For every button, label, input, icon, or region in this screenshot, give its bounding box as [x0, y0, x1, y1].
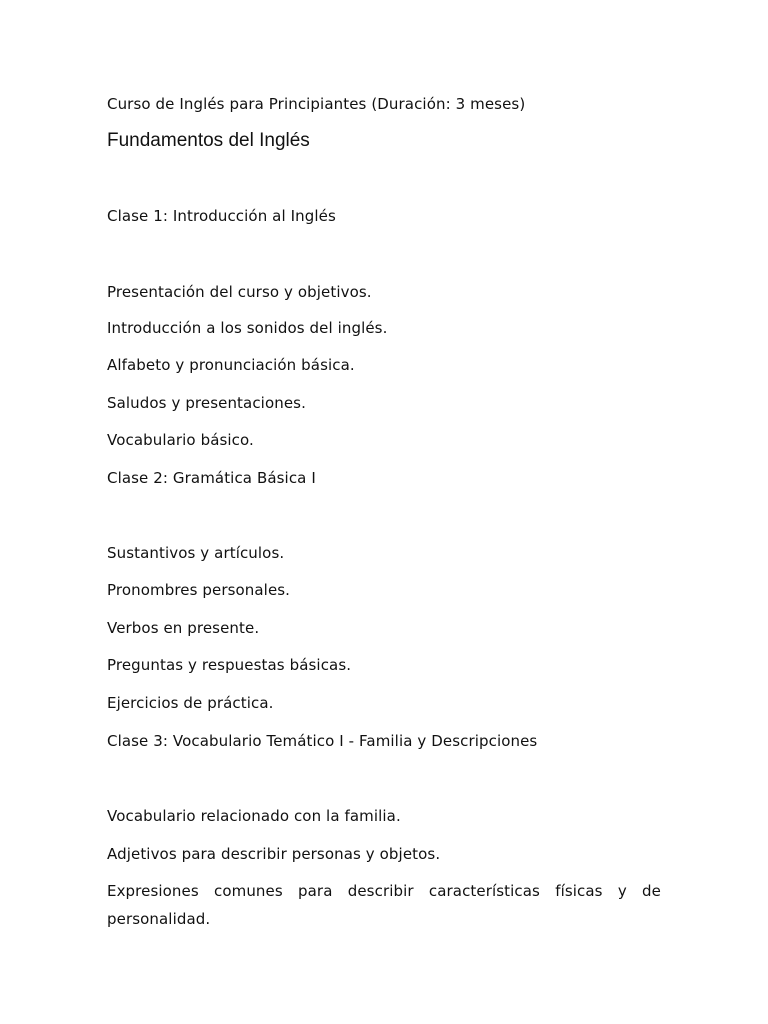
class-1-item-3: Alfabeto y pronunciación básica. — [107, 356, 355, 374]
class-3-item-2: Adjetivos para describir personas y objetos. — [107, 845, 441, 863]
class-2-item-1: Sustantivos y artículos. — [107, 544, 285, 562]
class-1-item-1: Presentación del curso y objetivos. — [107, 283, 372, 301]
class-1-title: Clase 1: Introducción al Inglés — [107, 207, 336, 225]
class-2-item-4: Preguntas y respuestas básicas. — [107, 656, 352, 674]
class-2-item-5: Ejercicios de práctica. — [107, 694, 274, 712]
class-1-item-4: Saludos y presentaciones. — [107, 394, 306, 412]
class-2-item-3: Verbos en presente. — [107, 619, 260, 637]
class-1-item-2: Introducción a los sonidos del inglés. — [107, 319, 388, 337]
class-2-title: Clase 2: Gramática Básica I — [107, 469, 316, 487]
class-3-title: Clase 3: Vocabulario Temático I - Familia y Descripciones — [107, 732, 538, 750]
course-title: Curso de Inglés para Principiantes (Duración: 3 meses) — [107, 95, 526, 113]
class-3-item-1: Vocabulario relacionado con la familia. — [107, 807, 401, 825]
section-heading: Fundamentos del Inglés — [107, 130, 310, 151]
class-3-item-3: Expresiones comunes para describir características físicas y de personalidad. — [107, 882, 661, 928]
class-1-item-5: Vocabulario básico. — [107, 431, 254, 449]
class-2-item-2: Pronombres personales. — [107, 581, 291, 599]
